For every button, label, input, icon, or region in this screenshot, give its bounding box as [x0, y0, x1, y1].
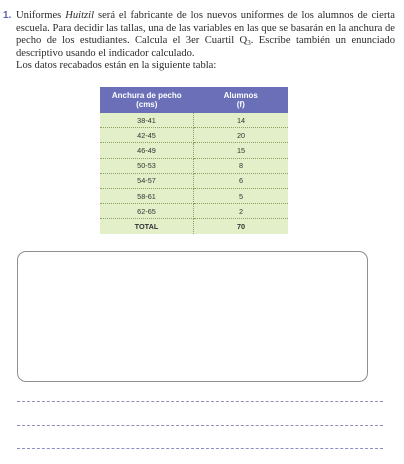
table-row: 50-53 8: [100, 158, 288, 173]
table-row: 42-45 20: [100, 128, 288, 143]
table-row: 38-41 14: [100, 113, 288, 128]
table-row: 62-65 2: [100, 204, 288, 219]
answer-line[interactable]: [17, 448, 383, 449]
header-chest-width: Anchura de pecho (cms): [100, 87, 194, 113]
table-row: 46-49 15: [100, 143, 288, 158]
exercise-number: 1.: [3, 10, 12, 21]
table-header-row: [100, 87, 288, 113]
header-students: Alumnos (f): [194, 87, 289, 113]
quartile-subscript: 3: [247, 39, 251, 48]
frequency-table: [100, 87, 288, 234]
answer-line[interactable]: [17, 401, 383, 402]
table-total-row: TOTAL 70: [100, 219, 288, 234]
table-row: 58-61 5: [100, 188, 288, 203]
answer-line[interactable]: [17, 425, 383, 426]
answer-box[interactable]: [17, 251, 368, 382]
exercise-1: [3, 10, 395, 73]
table-row: 54-57 6: [100, 173, 288, 188]
exercise-statement: Uniformes Huitzil será el fabricante de los nuevos uniformes de los alumnos de cierta escuela. Para decidir las tallas, una de las variables en las que se basarán en la anchura de pecho de los estudiantes. Calcula el 3er Cuartil Q3. Escribe también un enunciado descriptivo usando el indicador calculado.: [16, 10, 395, 59]
company-name: Huitzil: [65, 10, 95, 21]
data-intro: Los datos recabados están en la siguiente tabla:: [16, 60, 217, 72]
